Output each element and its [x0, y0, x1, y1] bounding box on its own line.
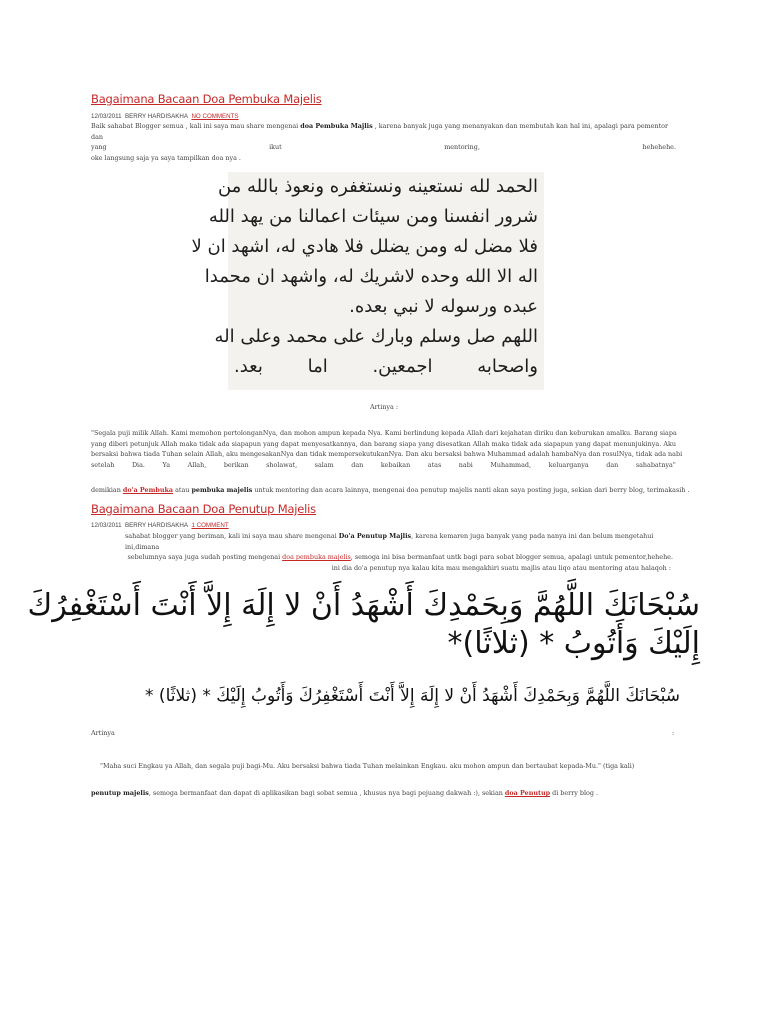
calligraphy-line: عبده ورسوله لا نبي بعده. — [349, 296, 538, 317]
translation-word: salam — [314, 460, 334, 469]
intro-line-1: Baik sahabat Blogger semua , kali ini saya mau share mengenai doa Pembuka Majlis , karena banyak juga yang menanyakan dan membutah kan hal ini, apalagi para pementor dan — [91, 122, 669, 141]
translation-2: "Maha suci Engkau ya Allah, dan segala puji bagi-Mu. Aku bersaksi bahwa tiada Tuhan melainkan Engkau. aku mohon ampun dan bertaubat kepada-Mu." (tiga kali) — [100, 762, 635, 770]
intro-line-2-word: ikut — [269, 143, 282, 151]
arabic-large-line-2: إِلَيْكَ وَأَتُوبُ * (ثلاثًا)* — [447, 626, 700, 661]
artinya-label: Artinya : — [369, 403, 398, 411]
closing2-bold: penutup majelis — [91, 789, 149, 797]
translation-word: Allah, — [187, 460, 207, 469]
arabic-large-line-1: سُبْحَانَكَ اللَّهُمَّ وَبِحَمْدِكَ أَشْهَدُ أَنْ لا إِلَهَ إِلاَّ أَنْتَ أَسْتَغْفِرُكَ — [27, 588, 700, 623]
translation-line: yang diberi petunjuk Allah maka tidak ada siapapun yang dapat menyesatkannya, dan barang siapa yang disesatkan Allah maka tidak ada siapapun yang dapat menunjukinya. Aku — [91, 439, 676, 448]
post-meta — [91, 113, 239, 120]
translation-block — [91, 428, 683, 470]
post-intro — [91, 121, 676, 163]
post-date: 12/03/2011 — [91, 522, 122, 529]
post-date: 12/03/2011 — [91, 113, 122, 120]
post-author[interactable]: BERRY HARDISAKHA — [124, 522, 189, 529]
intro-bold: doa Pembuka Majlis — [300, 122, 373, 130]
closing-paragraph-2: penutup majelis, semoga bermanfaat dan dapat di aplikasikan bagi sobat semua , khusus nya bagi pejuang dakwah :), sekian doa Penutup di berry blog . — [91, 789, 599, 797]
intro2-line-2: sebelumnya saya juga sudah posting mengenai doa pembuka majelis, semoga ini bisa bermanfaat untk bagi para sobat blogger semua, apalagi untuk pementor,hehehe. — [127, 553, 673, 561]
translation-line: "Segala puji milik Allah. Kami memohon pertolonganNya, dan mohon ampun kepada Nya. Kami berlindung kepada Allah dari kejahatan diriku dan keburukan amalku. Barang siapa — [91, 429, 677, 437]
post-title-penutup[interactable]: Bagaimana Bacaan Doa Penutup Majelis — [91, 502, 316, 516]
intro-line-2-word: hehehehe. — [642, 143, 676, 151]
calligraphy-line: فلا مضل له ومن يضلل فلا هادي له، اشهد ان لا — [191, 236, 538, 257]
translation-word: keluarganya — [548, 460, 589, 469]
doa-penutup-link[interactable]: doa Penutup — [504, 789, 551, 797]
closing-paragraph: demikian do'a Pembuka atau pembuka majelis untuk mentoring dan acara lainnya, mengenai doa penutup majelis nanti akan saya posting juga, sekian dari berry blog, terimakasih . — [91, 486, 690, 494]
artinya-label-2: Artinya — [91, 729, 115, 737]
arabic-small-line: سُبْحَانَكَ اللَّهُمَّ وَبِحَمْدِكَ أَشْهَدُ أَنْ لا إِلَهَ إِلاَّ أَنْتَ أَسْتَغْفِرُكَ وَأَتُوبُ إِلَيْكَ * (ثلاثًا) * — [145, 686, 680, 706]
translation-word: atas — [427, 460, 442, 469]
translation-word: Muhammad, — [490, 460, 532, 469]
artinya-colon: : — [672, 729, 675, 737]
calligraphy-line: واصحابه اجمعين. اما بعد. — [234, 356, 538, 377]
comments-link[interactable]: NO COMMENTS — [191, 113, 239, 120]
post-meta-2 — [91, 522, 229, 529]
intro2-line-1: sahabat blogger yang beriman, kali ini saya mau share mengenai Do'a Penutup Majlis, karena kemaren juga banyak yang pada nanya ini dan belum mengetahui ini,dimana — [125, 532, 654, 551]
translation-word: berikan — [223, 460, 249, 469]
intro-line-3: oke langsung saja ya saya tampilkan doa nya . — [91, 153, 241, 162]
translation-word: dan — [606, 460, 619, 469]
doa-pembuka-majelis-link[interactable]: doa pembuka majelis — [282, 553, 351, 561]
doa-pembuka-image — [191, 172, 544, 390]
calligraphy-line: الحمد لله نستعينه ونستغفره ونعوذ بالله من — [217, 176, 538, 197]
translation-word: dan — [351, 460, 364, 469]
calligraphy-line: اله الا الله وحده لاشريك له، واشهد ان محمدا — [204, 266, 538, 287]
translation-word: nabi — [458, 460, 473, 469]
translation-word: Ya — [162, 460, 171, 469]
translation-word: kebaikan — [380, 460, 411, 469]
post-title-pembuka[interactable]: Bagaimana Bacaan Doa Pembuka Majelis — [91, 92, 322, 106]
post2-intro — [125, 531, 675, 573]
translation-word: sahabatnya" — [635, 460, 676, 469]
doa-pembuka-link[interactable]: do'a Pembuka — [122, 486, 174, 494]
translation-word: sholawat, — [266, 460, 298, 469]
translation-line: bersaksi bahwa tiada Tuhan selain Allah, aku mengesakanNya dan tidak mempersekutukanNya. Dan aku bersaksi bahwa Muhammad adalah hambaNya dan rosulNya, tidak ada nabi — [91, 450, 683, 458]
intro2-line-3: ini dia do'a penutup nya kalau kita mau mengakhiri suatu majlis atau liqo atau mentoring atau halaqoh : — [331, 563, 671, 572]
translation-word: Dia. — [131, 460, 145, 469]
intro2-bold: Do'a Penutup Majlis — [338, 532, 412, 540]
closing-bold: pembuka majelis — [191, 486, 253, 494]
comments-link[interactable]: 1 COMMENT — [191, 522, 229, 529]
post-author[interactable]: BERRY HARDISAKHA — [124, 113, 189, 120]
translation-word: setelah — [91, 460, 115, 469]
intro-line-2 — [91, 142, 676, 153]
intro-line-2-word: yang — [91, 143, 107, 151]
translation-line-last — [91, 460, 676, 471]
calligraphy-line: اللهم صل وسلم وبارك على محمد وعلى اله — [214, 326, 538, 347]
intro-line-2-word: mentoring, — [444, 143, 480, 151]
calligraphy-line: شرور انفسنا ومن سيئات اعمالنا من يهد الله — [208, 206, 538, 227]
